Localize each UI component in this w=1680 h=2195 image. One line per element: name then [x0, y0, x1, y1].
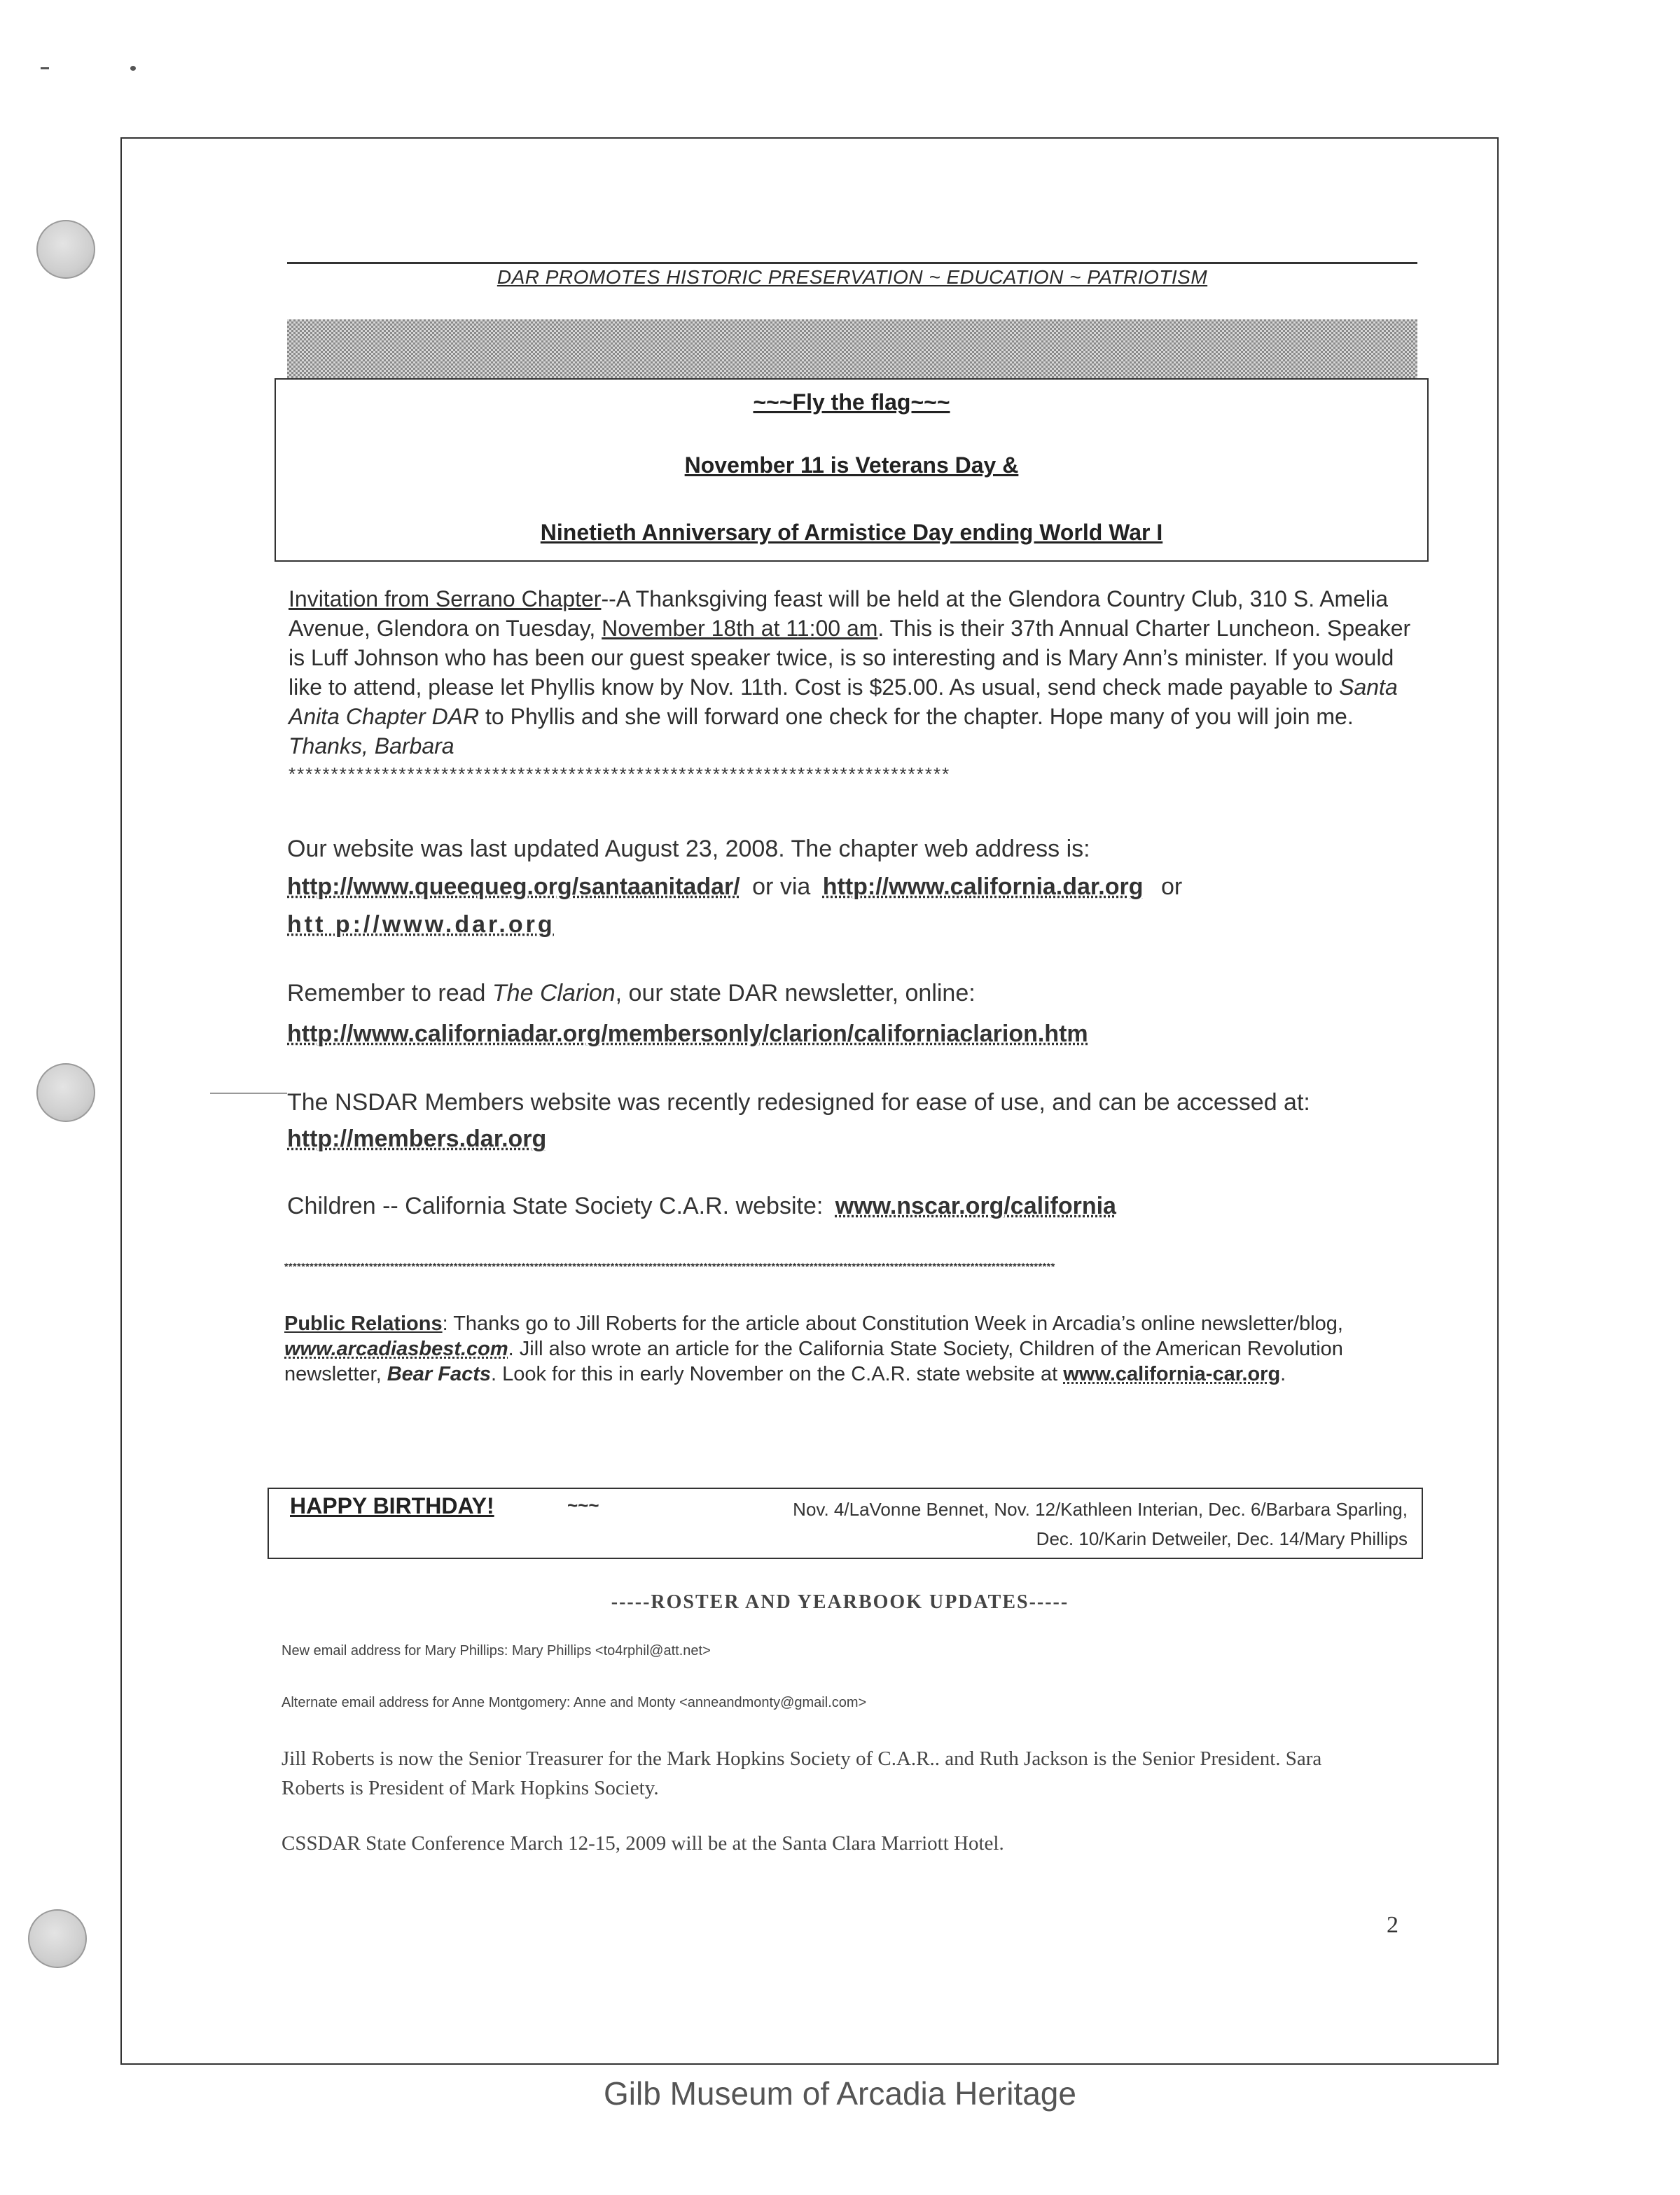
public-relations-text-2: . Jill also wrote an article for the California State Society, Children of the American Revolution newsletter, [284, 1338, 1343, 1385]
separator-stars-2: ************************************************************************************************************************************************************************************** [284, 1261, 1055, 1272]
or-text: or [1160, 873, 1183, 900]
clarion-link[interactable]: http://www.californiadar.org/membersonly/clarion/californiaclarion.htm [287, 1020, 1088, 1047]
public-relations-text-1: : Thanks go to Jill Roberts for the article about Constitution Week in Arcadia’s online newsletter/blog, [442, 1313, 1343, 1335]
or-via-text: or via [752, 873, 811, 900]
invitation-text-3: to Phyllis and she will forward one check for the chapter. Hope many of you will join me. [479, 704, 1354, 729]
dar-org-link[interactable]: htt p://www.dar.org [287, 911, 555, 938]
email-update-mary: New email address for Mary Phillips: Mary Phillips <to4rphil@att.net> [282, 1643, 711, 1659]
page-number: 2 [1387, 1912, 1398, 1938]
public-relations-paragraph [284, 1311, 1413, 1387]
scan-speck [41, 67, 49, 69]
public-relations-heading: Public Relations [284, 1313, 443, 1335]
birthday-title: HAPPY BIRTHDAY! [290, 1493, 494, 1518]
chapter-website-link[interactable]: http://www.queequeg.org/santaanitadar/ [287, 873, 740, 900]
separator-stars-1: ****************************************************************************** [289, 763, 951, 784]
birthday-list-line-2: Dec. 10/Karin Detweiler, Dec. 14/Mary Phillips [1036, 1528, 1408, 1549]
invitation-lead: Invitation from Serrano Chapter [289, 586, 602, 611]
fly-the-flag-line: ~~~Fly the flag~~~ [753, 389, 950, 415]
clarion-post: , our state DAR newsletter, online: [615, 980, 976, 1006]
birthday-box [268, 1488, 1423, 1559]
birthday-list-line-1: Nov. 4/LaVonne Bennet, Nov. 12/Kathleen Interian, Dec. 6/Barbara Sparling, [793, 1499, 1408, 1520]
clarion-title: The Clarion [492, 980, 616, 1006]
invitation-signoff: Thanks, Barbara [289, 733, 454, 759]
website-updated-line: Our website was last updated August 23, 2008. The chapter web address is: [287, 836, 1090, 862]
binder-hole-top [36, 220, 95, 279]
birthday-tilde: ~~~ [567, 1495, 599, 1516]
website-urls-line [287, 871, 1182, 902]
veterans-day-box [275, 378, 1429, 562]
nsdar-members-link[interactable]: http://members.dar.org [287, 1126, 547, 1152]
clarion-line [287, 978, 976, 1009]
public-relations-text-4: . [1280, 1363, 1286, 1385]
veterans-day-line: November 11 is Veterans Day & [684, 452, 1019, 478]
binder-hole-bottom [28, 1909, 87, 1968]
invitation-text-1: --A Thanksgiving feast will be held at the Glendora Country Club, 310 S. Amelia Avenue, Glendora on Tuesday, [289, 586, 1389, 641]
children-text: Children -- California State Society C.A.R. website: [287, 1193, 824, 1219]
armistice-line: Ninetieth Anniversary of Armistice Day ending World War I [540, 520, 1163, 545]
conference-note: CSSDAR State Conference March 12-15, 2009 will be at the Santa Clara Marriott Hotel. [282, 1832, 1004, 1855]
email-update-anne: Alternate email address for Anne Montgomery: Anne and Monty <anneandmonty@gmail.com> [282, 1695, 867, 1710]
roster-heading: -----ROSTER AND YEARBOOK UPDATES----- [611, 1591, 1069, 1613]
museum-credit: Gilb Museum of Arcadia Heritage [604, 2075, 1076, 2112]
car-officers-note: Jill Roberts is now the Senior Treasurer for the Mark Hopkins Society of C.A.R.. and Ruth Jackson is the Senior President. Sara Roberts is President of Mark Hopkins Society. [282, 1747, 1322, 1799]
invitation-paragraph [289, 584, 1412, 761]
public-relations-text-3: . Look for this in early November on the C.A.R. state website at [491, 1363, 1064, 1385]
mission-statement: DAR PROMOTES HISTORIC PRESERVATION ~ EDUCATION ~ PATRIOTISM [497, 266, 1208, 288]
clarion-pre: Remember to read [287, 980, 492, 1006]
header-rule [287, 262, 1417, 264]
scan-streak [210, 1093, 287, 1094]
nscar-link[interactable]: www.nscar.org/california [835, 1193, 1116, 1219]
binder-hole-middle [36, 1063, 95, 1122]
shaded-banner [287, 319, 1417, 378]
nsdar-line: The NSDAR Members website was recently redesigned for ease of use, and can be accessed at: [287, 1089, 1310, 1116]
bear-facts-title: Bear Facts [387, 1363, 491, 1385]
california-car-link[interactable]: www.california-car.org [1063, 1363, 1281, 1385]
children-line [287, 1191, 1116, 1221]
california-dar-link[interactable]: http://www.california.dar.org [822, 873, 1144, 900]
invitation-text-2: . This is their 37th Annual Charter Luncheon. Speaker is Luff Johnson who has been our guest speaker twice, is so interesting and is Mary Ann’s minister. If you would like to attend, please let Phyllis know by Nov. 11th. Cost is $25.00. As usual, send check made payable to [289, 616, 1411, 700]
arcadiasbest-link[interactable]: www.arcadiasbest.com [284, 1338, 508, 1360]
invitation-payee: Santa Anita Chapter DAR [289, 674, 1398, 729]
scan-speck [130, 66, 136, 71]
invitation-date: November 18th at 11:00 am [602, 616, 878, 641]
